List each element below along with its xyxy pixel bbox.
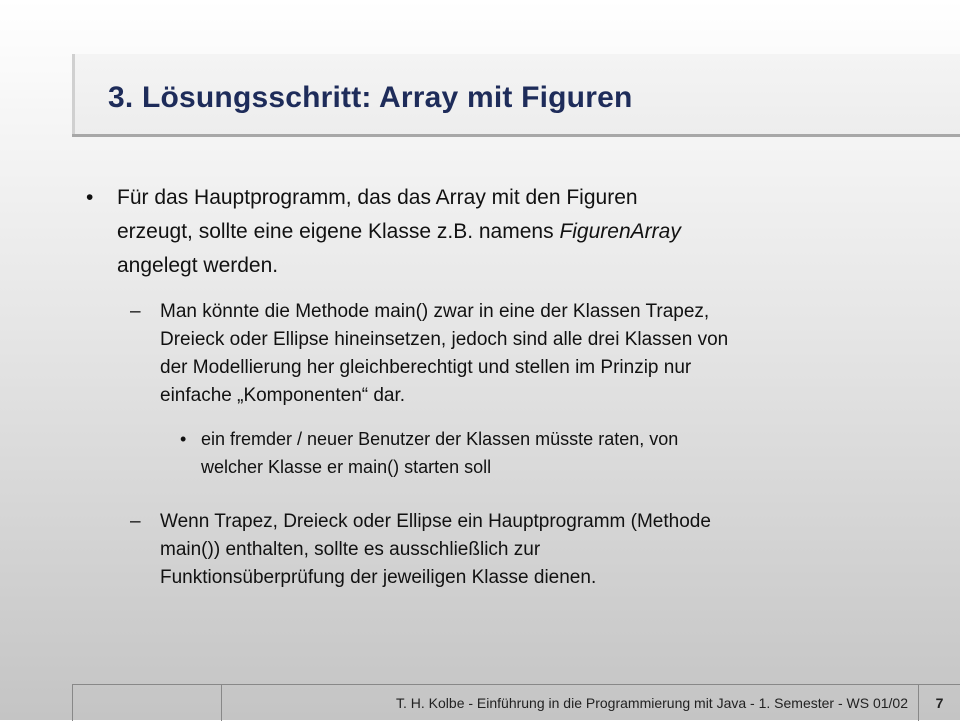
sub-item-2-line-2: main()) enthalten, sollte es ausschließlich zur: [160, 539, 541, 560]
sub-item-1-line-1: Man könnte die Methode main() zwar in eine der Klassen Trapez,: [160, 301, 710, 322]
dash-marker: –: [130, 511, 141, 532]
slide-title: 3. Lösungsschritt: Array mit Figuren: [108, 81, 633, 114]
footer-text: T. H. Kolbe - Einführung in die Programmierung mit Java - 1. Semester - WS 01/02: [396, 695, 908, 711]
sub-item-1-line-2: Dreieck oder Ellipse hineinsetzen, jedoch sind alle drei Klassen von: [160, 329, 729, 350]
bullet-line-2: erzeugt, sollte eine eigene Klasse z.B. namens FigurenArray: [117, 220, 681, 243]
bullet-line-3: angelegt werden.: [117, 254, 279, 277]
class-name-emphasis: FigurenArray: [559, 220, 681, 243]
sub-item-1-line-3: der Modellierung her gleichberechtigt und stellen im Prinzip nur: [160, 357, 692, 378]
footer-left-box: [72, 685, 222, 721]
dash-marker: –: [130, 301, 141, 322]
bullet-line-1: Für das Hauptprogramm, das das Array mit den Figuren: [117, 186, 638, 209]
sub-item-1-text: [160, 298, 728, 410]
slide-footer: [72, 684, 960, 720]
sub-item-2-line-1: Wenn Trapez, Dreieck oder Ellipse ein Hauptprogramm (Methode: [160, 511, 711, 532]
bullet-text: [117, 181, 681, 283]
page-number: 7: [918, 685, 960, 721]
sub-sub-item-1-line-1: ein fremder / neuer Benutzer der Klassen müsste raten, von: [201, 429, 679, 449]
sub-item-2-text: [160, 508, 711, 592]
small-bullet-marker: •: [180, 429, 187, 449]
sub-sub-item-1-text: [201, 425, 678, 481]
bullet-marker: •: [86, 186, 94, 209]
sub-item-2-line-3: Funktionsüberprüfung der jeweiligen Klasse dienen.: [160, 567, 597, 588]
sub-sub-item-1-line-2: welcher Klasse er main() starten soll: [201, 457, 492, 477]
sub-item-1-line-4: einfache „Komponenten“ dar.: [160, 385, 406, 406]
